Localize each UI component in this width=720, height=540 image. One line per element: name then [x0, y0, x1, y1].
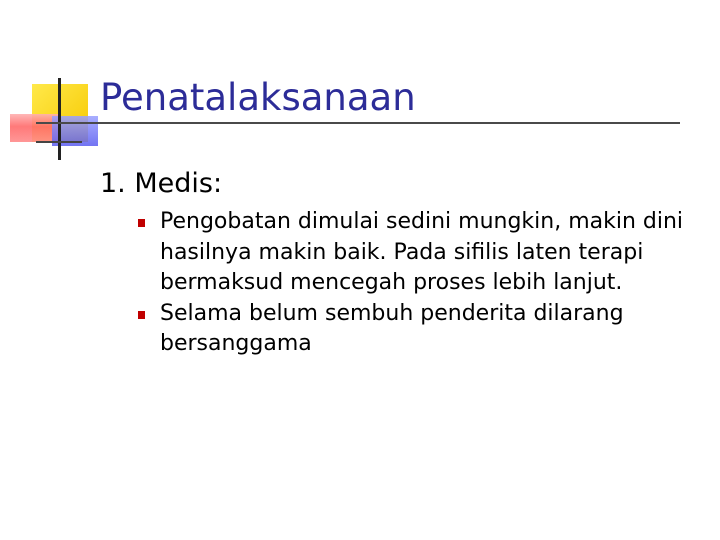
logo-red-bar: [10, 114, 58, 142]
slide-title: Penatalaksanaan: [100, 76, 416, 119]
square-bullet-icon: [138, 311, 145, 319]
bullet-text: Selama belum sembuh penderita dilarang bersanggama: [160, 300, 624, 356]
logo-vertical-line: [58, 78, 61, 160]
bullet-item: [138, 207, 698, 299]
square-bullet-icon: [138, 219, 145, 227]
logo-horizontal-line: [36, 141, 82, 143]
bullet-item: [138, 299, 698, 360]
title-underline: [36, 122, 680, 124]
section-heading: 1. Medis:: [100, 168, 223, 199]
bullet-list: [138, 207, 698, 360]
bullet-text: Pengobatan dimulai sedini mungkin, makin dini hasilnya makin baik. Pada sifilis laten terapi bermaksud mencegah proses lebih lanjut.: [160, 209, 684, 295]
